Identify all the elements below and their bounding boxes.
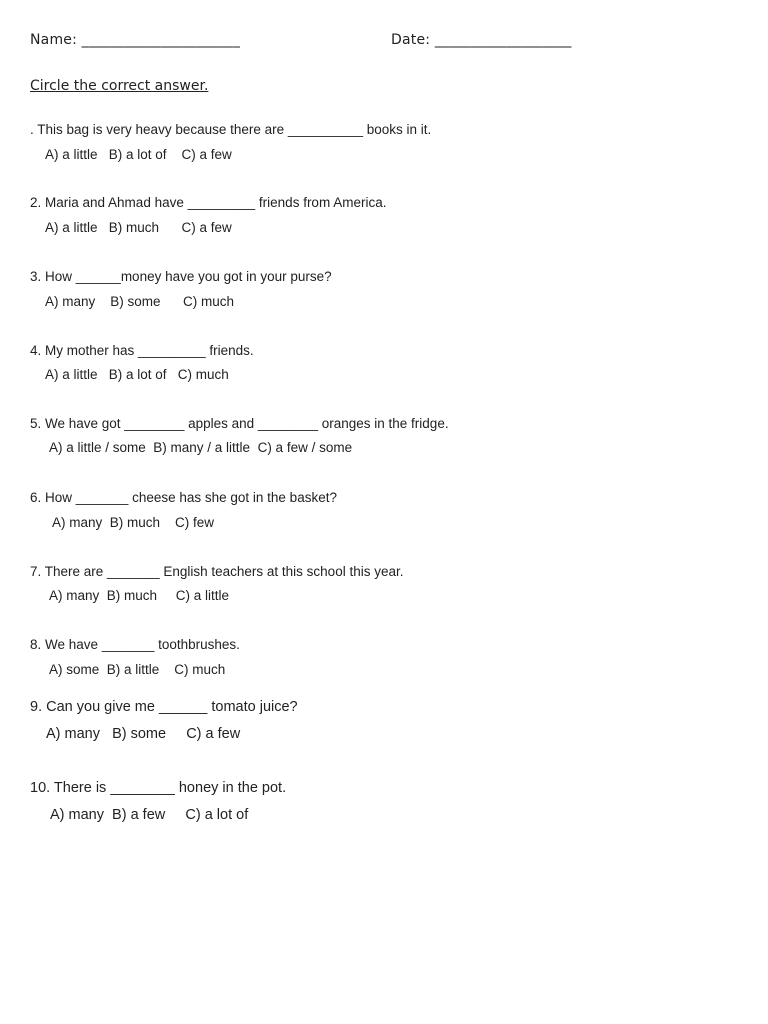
question-3-answers: A) many B) some C) much	[45, 294, 235, 309]
question-4-answers: A) a little B) a lot of C) much	[45, 367, 229, 382]
question-8-text: 8. We have _______ toothbrushes.	[30, 637, 240, 652]
question-5-text: 5. We have got ________ apples and ________ oranges in the fridge.	[30, 416, 449, 431]
question-2-text: 2. Maria and Ahmad have _________ friends from America.	[30, 195, 387, 210]
question-1-text: . This bag is very heavy because there are __________ books in it.	[30, 122, 432, 137]
question-8-answers: A) some B) a little C) much	[49, 662, 226, 677]
question-7-text: 7. There are _______ English teachers at this school this year.	[30, 564, 404, 579]
instruction-heading: Circle the correct answer.	[30, 78, 209, 94]
question-6-answers: A) many B) much C) few	[52, 515, 215, 530]
question-2-answers: A) a little B) much C) a few	[45, 220, 232, 235]
question-7-answers: A) many B) much C) a little	[49, 588, 230, 603]
name-field-label: Name: ______________________	[30, 32, 241, 48]
question-3-text: 3. How ______money have you got in your purse?	[30, 269, 332, 284]
question-5-answers: A) a little / some B) many / a little C) a few / some	[49, 440, 353, 455]
question-10-text: 10. There is ________ honey in the pot.	[30, 780, 287, 796]
question-9-answers: A) many B) some C) a few	[46, 726, 241, 742]
date-field-label: Date: ___________________	[391, 32, 572, 48]
question-4-text: 4. My mother has _________ friends.	[30, 343, 254, 358]
question-9-text: 9. Can you give me ______ tomato juice?	[30, 699, 298, 715]
question-1-answers: A) a little B) a lot of C) a few	[45, 147, 232, 162]
question-6-text: 6. How _______ cheese has she got in the basket?	[30, 490, 337, 505]
question-10-answers: A) many B) a few C) a lot of	[50, 807, 249, 823]
